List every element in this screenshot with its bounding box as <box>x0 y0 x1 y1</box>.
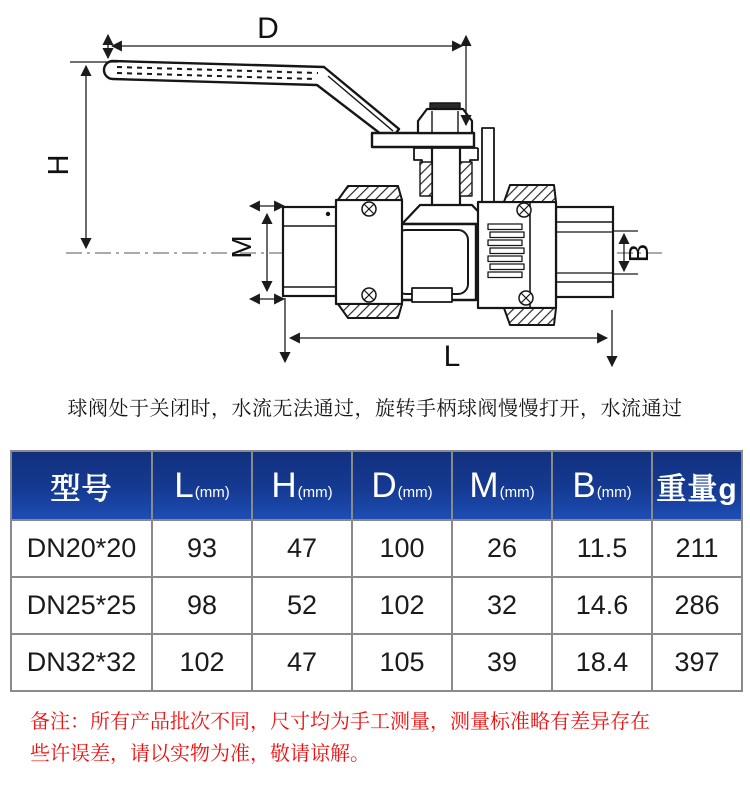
col-header-m: M (mm) <box>452 451 552 520</box>
table-cell: 211 <box>652 520 742 577</box>
dim-h <box>43 62 118 248</box>
dim-l-label: L <box>443 340 461 373</box>
dim-b-label: B <box>623 243 654 263</box>
col-header-weight-label: 重量g <box>656 472 738 506</box>
left-union-nut <box>336 186 402 318</box>
col-header-l: L (mm) <box>152 451 252 520</box>
table-row <box>11 634 742 691</box>
dim-l <box>285 298 612 373</box>
table-cell: 52 <box>252 577 352 634</box>
table-cell: 102 <box>152 634 252 691</box>
remark-line-1: 备注：所有产品批次不同，尺寸均为手工测量，测量标准略有差异存在 <box>30 711 650 733</box>
table-cell: 14.6 <box>552 577 652 634</box>
diagram-caption: 球阀处于关闭时，水流无法通过，旋转手柄球阀慢慢打开，水流通过 <box>67 398 683 420</box>
table-cell: 11.5 <box>552 520 652 577</box>
dim-d-label: D <box>257 12 279 45</box>
table-cell: 100 <box>352 520 452 577</box>
spec-table <box>10 450 743 692</box>
table-cell: 102 <box>352 577 452 634</box>
table-cell: 105 <box>352 634 452 691</box>
dim-m-label: M <box>226 235 257 259</box>
col-header-model <box>11 451 152 520</box>
table-cell: 39 <box>452 634 552 691</box>
table-header-row <box>11 451 742 520</box>
right-union-nut <box>478 185 556 325</box>
table-cell: 47 <box>252 634 352 691</box>
table-cell: 26 <box>452 520 552 577</box>
col-header-h: H (mm) <box>252 451 352 520</box>
dim-h-label: H <box>43 154 75 176</box>
col-header-model-label: 型号 <box>50 472 113 506</box>
col-header-b: B (mm) <box>552 451 652 520</box>
table-cell: 32 <box>452 577 552 634</box>
valve-diagram <box>0 0 750 385</box>
table-row <box>11 520 742 577</box>
table-cell: 98 <box>152 577 252 634</box>
col-header-d: D (mm) <box>352 451 452 520</box>
cell-model: DN25*25 <box>11 577 152 634</box>
table-cell: 286 <box>652 577 742 634</box>
remark-line-2: 些许误差，请以实物为准，敬请谅解。 <box>30 743 370 765</box>
col-header-weight <box>652 451 742 520</box>
thread-section <box>488 224 524 278</box>
table-cell: 397 <box>652 634 742 691</box>
right-pipe <box>556 207 613 297</box>
table-row <box>11 577 742 634</box>
table-cell: 47 <box>252 520 352 577</box>
table-cell: 18.4 <box>552 634 652 691</box>
table-cell: 93 <box>152 520 252 577</box>
cell-model: DN32*32 <box>11 634 152 691</box>
cell-model: DN20*20 <box>11 520 152 577</box>
remark-note <box>30 706 724 770</box>
